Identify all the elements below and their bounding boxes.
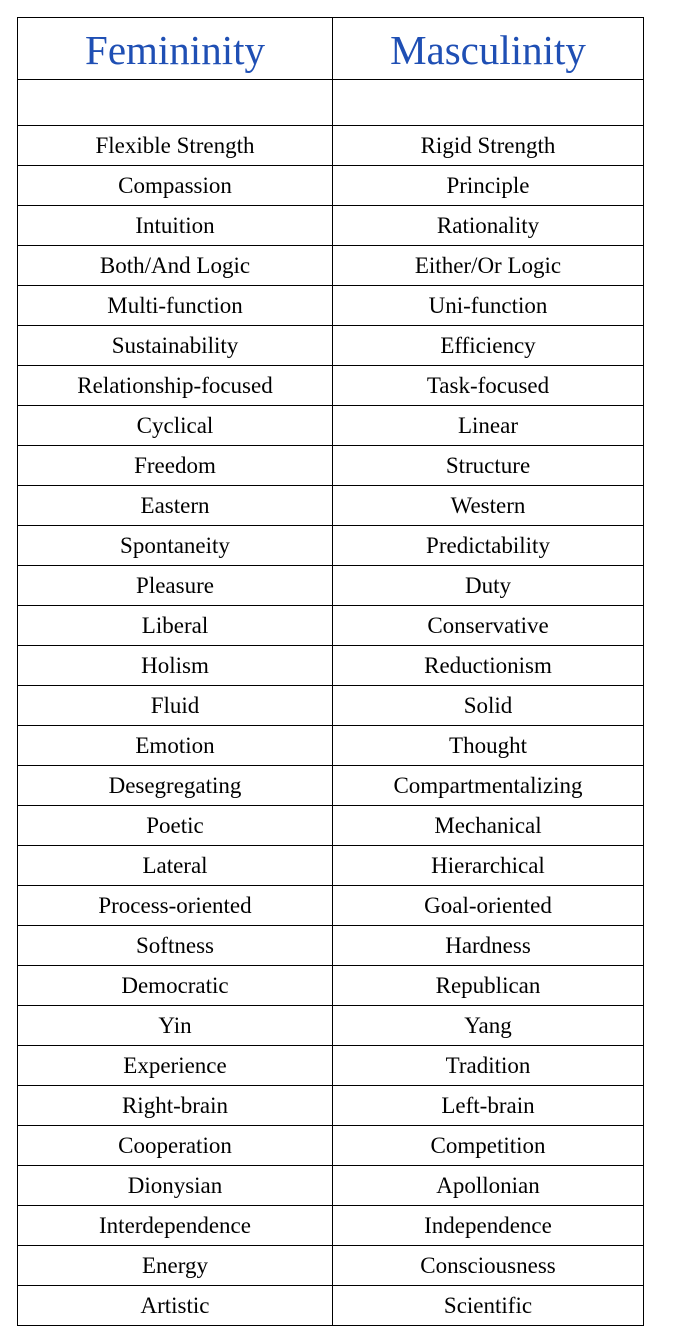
table-row (18, 726, 644, 766)
table-row (18, 926, 644, 966)
cell-masculinity: Left-brain (333, 1086, 644, 1126)
cell-femininity: Dionysian (18, 1166, 333, 1206)
cell-masculinity: Efficiency (333, 326, 644, 366)
table-row (18, 206, 644, 246)
table-row (18, 446, 644, 486)
cell-femininity: Both/And Logic (18, 246, 333, 286)
cell-masculinity: Either/Or Logic (333, 246, 644, 286)
cell-masculinity: Principle (333, 166, 644, 206)
cell-femininity: Lateral (18, 846, 333, 886)
cell-femininity: Poetic (18, 806, 333, 846)
empty-cell-femininity (18, 80, 333, 126)
cell-femininity: Pleasure (18, 566, 333, 606)
cell-femininity: Desegregating (18, 766, 333, 806)
table-row (18, 366, 644, 406)
cell-femininity: Right-brain (18, 1086, 333, 1126)
table-row (18, 286, 644, 326)
cell-masculinity: Duty (333, 566, 644, 606)
table-row (18, 886, 644, 926)
cell-masculinity: Uni-function (333, 286, 644, 326)
table-row (18, 1246, 644, 1286)
cell-femininity: Process-oriented (18, 886, 333, 926)
cell-masculinity: Scientific (333, 1286, 644, 1326)
table-body (18, 80, 644, 1326)
cell-masculinity: Mechanical (333, 806, 644, 846)
cell-femininity: Cyclical (18, 406, 333, 446)
cell-masculinity: Consciousness (333, 1246, 644, 1286)
cell-masculinity: Hardness (333, 926, 644, 966)
cell-femininity: Artistic (18, 1286, 333, 1326)
cell-femininity: Interdependence (18, 1206, 333, 1246)
table-row (18, 1126, 644, 1166)
cell-femininity: Democratic (18, 966, 333, 1006)
cell-masculinity: Independence (333, 1206, 644, 1246)
cell-masculinity: Compartmentalizing (333, 766, 644, 806)
cell-masculinity: Competition (333, 1126, 644, 1166)
cell-masculinity: Reductionism (333, 646, 644, 686)
cell-femininity: Liberal (18, 606, 333, 646)
table-row (18, 1206, 644, 1246)
table-row (18, 566, 644, 606)
cell-masculinity: Structure (333, 446, 644, 486)
cell-masculinity: Tradition (333, 1046, 644, 1086)
table-row (18, 806, 644, 846)
cell-femininity: Flexible Strength (18, 126, 333, 166)
table-row (18, 1166, 644, 1206)
table-row (18, 246, 644, 286)
table-row (18, 1046, 644, 1086)
cell-masculinity: Goal-oriented (333, 886, 644, 926)
cell-masculinity: Republican (333, 966, 644, 1006)
table-row (18, 606, 644, 646)
table-row (18, 406, 644, 446)
cell-masculinity: Apollonian (333, 1166, 644, 1206)
cell-femininity: Sustainability (18, 326, 333, 366)
cell-femininity: Softness (18, 926, 333, 966)
cell-masculinity: Predictability (333, 526, 644, 566)
table-row (18, 486, 644, 526)
cell-masculinity: Linear (333, 406, 644, 446)
column-header-femininity: Femininity (18, 18, 333, 80)
cell-femininity: Multi-function (18, 286, 333, 326)
table-row (18, 766, 644, 806)
cell-femininity: Holism (18, 646, 333, 686)
cell-femininity: Fluid (18, 686, 333, 726)
cell-masculinity: Task-focused (333, 366, 644, 406)
table-row (18, 966, 644, 1006)
cell-masculinity: Rationality (333, 206, 644, 246)
header-row (18, 18, 644, 80)
table-row (18, 126, 644, 166)
comparison-table (17, 17, 644, 1326)
table-row (18, 326, 644, 366)
column-header-masculinity: Masculinity (333, 18, 644, 80)
cell-femininity: Compassion (18, 166, 333, 206)
table-row (18, 166, 644, 206)
table-row (18, 1086, 644, 1126)
table-row (18, 526, 644, 566)
empty-row (18, 80, 644, 126)
cell-femininity: Intuition (18, 206, 333, 246)
cell-femininity: Freedom (18, 446, 333, 486)
cell-masculinity: Thought (333, 726, 644, 766)
table-row (18, 1286, 644, 1326)
empty-cell-masculinity (333, 80, 644, 126)
cell-masculinity: Rigid Strength (333, 126, 644, 166)
cell-masculinity: Solid (333, 686, 644, 726)
cell-masculinity: Hierarchical (333, 846, 644, 886)
cell-masculinity: Yang (333, 1006, 644, 1046)
cell-femininity: Eastern (18, 486, 333, 526)
cell-femininity: Energy (18, 1246, 333, 1286)
cell-masculinity: Conservative (333, 606, 644, 646)
table-row (18, 686, 644, 726)
cell-femininity: Yin (18, 1006, 333, 1046)
table-row (18, 646, 644, 686)
cell-femininity: Emotion (18, 726, 333, 766)
cell-femininity: Relationship-focused (18, 366, 333, 406)
cell-femininity: Cooperation (18, 1126, 333, 1166)
cell-femininity: Experience (18, 1046, 333, 1086)
table-row (18, 846, 644, 886)
cell-femininity: Spontaneity (18, 526, 333, 566)
table-row (18, 1006, 644, 1046)
cell-masculinity: Western (333, 486, 644, 526)
